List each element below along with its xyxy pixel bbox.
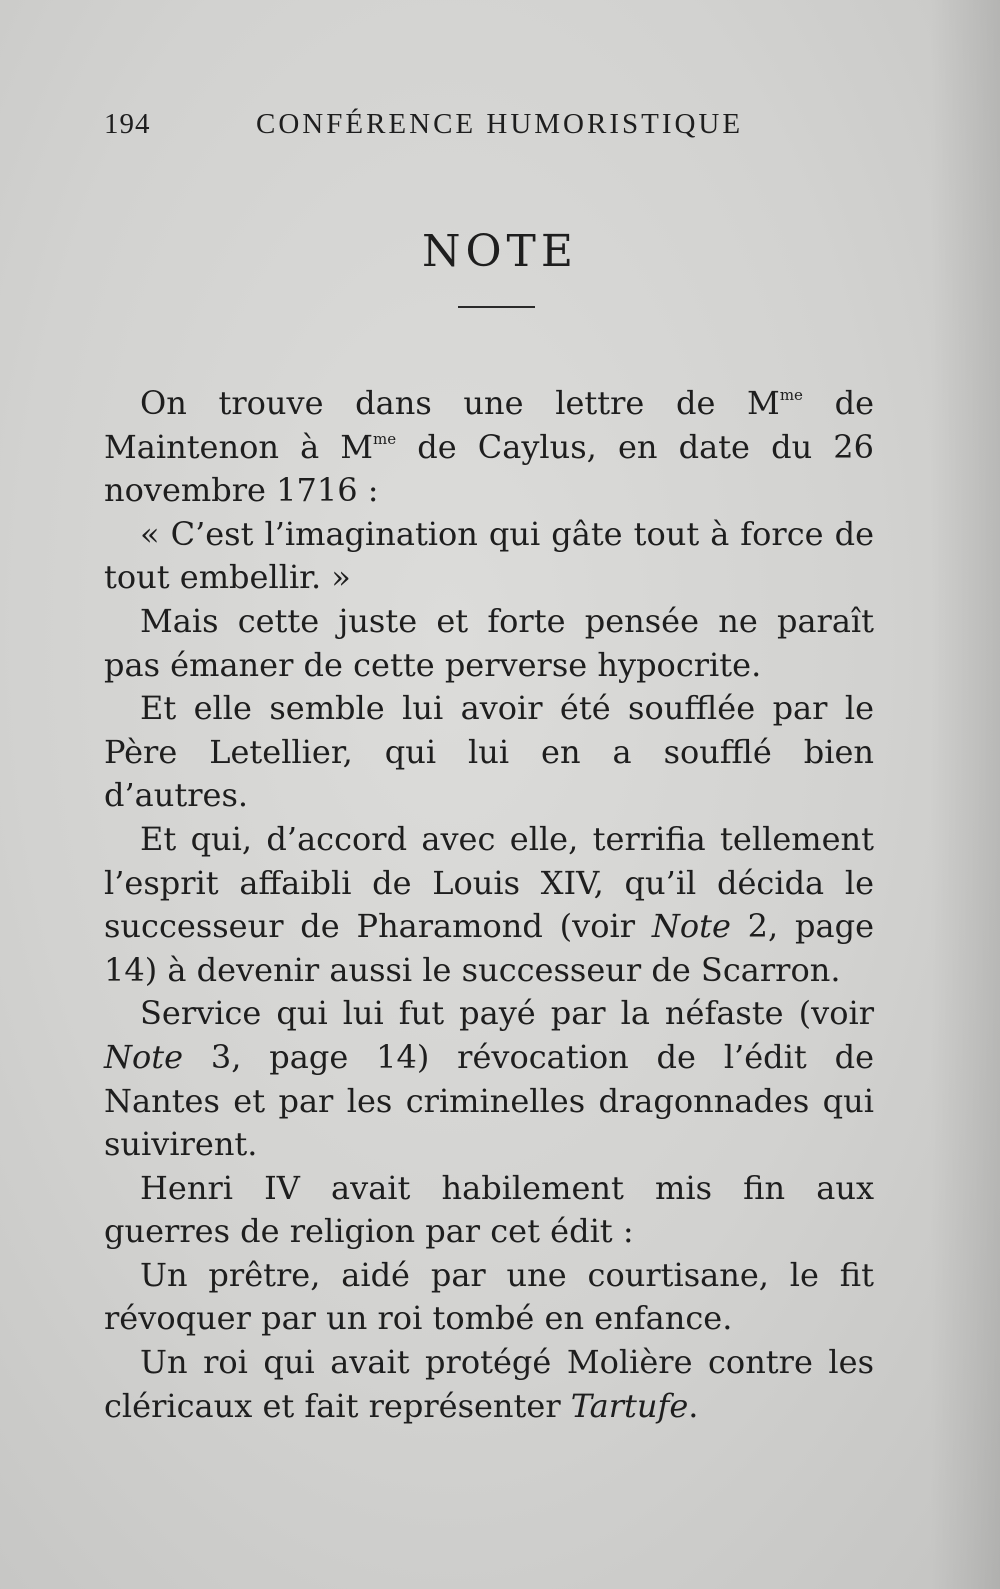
paragraph-8: Un prêtre, aidé par une courtisane, le fit révoquer par un roi tombé en enfance. — [104, 1255, 874, 1338]
paragraph-1-text-c: de Caylus, en date du 26 novembre 1716 : — [104, 427, 875, 510]
paragraph-5-text-a: Et qui, d’accord avec elle, terrifia tellement l’esprit affaibli de Louis XIV, qu’il décida le successeur de Pharamond (voir — [104, 819, 874, 946]
note-body — [104, 382, 874, 1428]
paragraph-4: Et elle semble lui avoir été soufflée par le Père Letellier, qui lui en a soufflé bien d’autres. — [104, 689, 874, 815]
title-rule — [458, 306, 535, 308]
page-edge-shadow — [930, 0, 1000, 1589]
page-header — [104, 108, 744, 148]
superscript-me-2: me — [373, 429, 397, 448]
paragraph-5 — [104, 818, 874, 992]
paragraph-1 — [104, 382, 874, 513]
paragraph-6-italic: Note — [104, 1037, 184, 1076]
paragraph-9-italic: Tartufe — [570, 1386, 689, 1425]
paragraph-1-text-a: On trouve dans une lettre de M — [140, 384, 780, 422]
running-head: CONFÉRENCE HUMORISTIQUE — [256, 108, 744, 140]
page-number: 194 — [104, 108, 151, 140]
paragraph-1-text-b: de Maintenon à M — [104, 384, 875, 466]
paragraph-7: Henri IV avait habilement mis fin aux guerres de religion par cet édit : — [104, 1168, 874, 1251]
paragraph-2: « C’est l’imagination qui gâte tout à force de tout embellir. » — [104, 514, 874, 597]
paragraph-9-text-a: Un roi qui avait protégé Molière contre les cléricaux et fait représenter — [104, 1343, 874, 1425]
paragraph-6 — [104, 992, 874, 1166]
paragraph-9-text-b: . — [688, 1386, 699, 1425]
paragraph-5-text-b: 2, page 14) à devenir aussi le successeur de Scarron. — [104, 907, 875, 989]
paragraph-6-text-a: Service qui lui fut payé par la néfaste (voir — [140, 994, 874, 1033]
note-title — [0, 226, 1000, 277]
paragraph-5-italic: Note — [651, 907, 731, 946]
paragraph-3: Mais cette juste et forte pensée ne paraît pas émaner de cette perverse hypocrite. — [104, 601, 874, 684]
note-title-text: NOTE — [421, 226, 579, 277]
paragraph-9 — [104, 1341, 874, 1428]
superscript-me-1: me — [779, 386, 803, 404]
paragraph-6-text-b: 3, page 14) révocation de l’édit de Nantes et par les criminelles dragonnades qui suivirent. — [104, 1037, 874, 1164]
